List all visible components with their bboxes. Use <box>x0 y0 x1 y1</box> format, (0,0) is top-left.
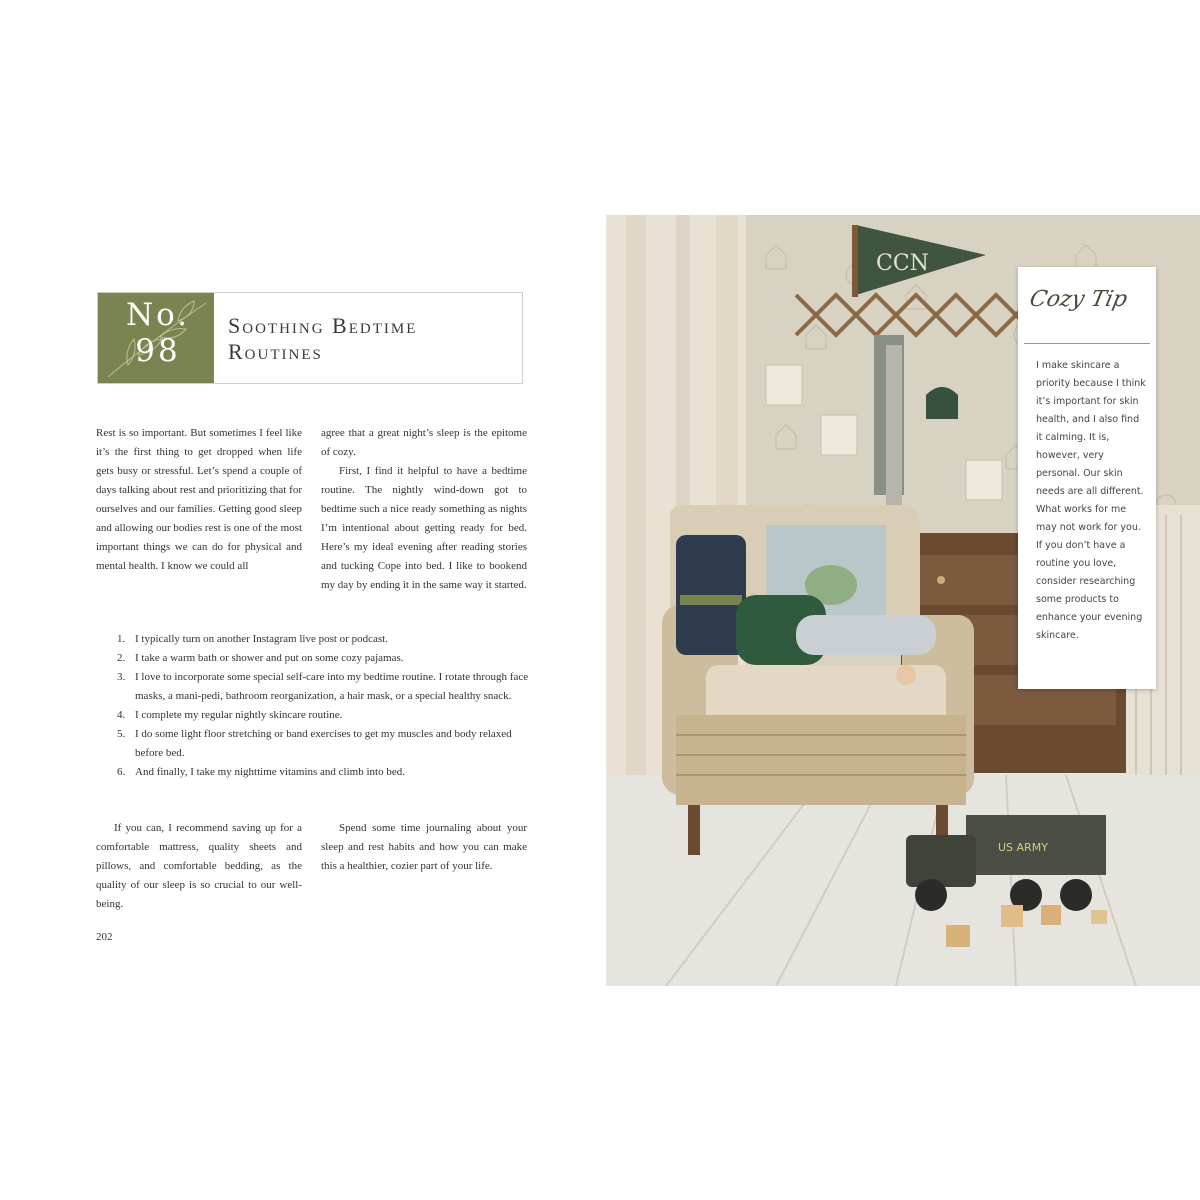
closing-column-2 <box>321 819 527 876</box>
closing-column-1 <box>96 819 302 914</box>
list-item <box>117 630 537 649</box>
entry-title: Soothing Bedtime Routines <box>228 313 418 364</box>
intro-column-1 <box>96 424 302 576</box>
list-item <box>117 725 537 763</box>
list-number: 6. <box>117 766 126 778</box>
intro-paragraph-3: First, I find it helpful to have a bedtime routine. The nightly wind-down got to bedtime such a nice ready something as nights I’m intentional about getting ready for bed. Here’s my ideal evening after reading stories and tucking Cope into bed. I like to bookend my day by ending it in the same way it started. <box>321 465 527 591</box>
list-number: 2. <box>117 652 126 664</box>
list-number: 4. <box>117 709 126 721</box>
intro-paragraph-2: agree that a great night’s sleep is the epitome of cozy. <box>321 427 527 458</box>
truck-label: US ARMY <box>998 841 1048 854</box>
list-number: 1. <box>117 633 126 645</box>
list-text: I complete my regular nightly skincare routine. <box>135 709 343 721</box>
tip-title: Cozy Tip <box>1027 287 1130 312</box>
list-item <box>117 706 537 725</box>
entry-number-badge <box>98 293 214 383</box>
list-item <box>117 763 537 782</box>
nursery-photo <box>606 215 1200 986</box>
list-item <box>117 668 537 706</box>
list-text: I do some light floor stretching or band exercises to get my muscles and body relaxed before bed. <box>135 728 512 759</box>
pennant-label: CCN <box>876 251 929 276</box>
closing-paragraph-2: Spend some time journaling about your sleep and rest habits and how you can make this a healthier, cozier part of your life. <box>321 822 527 872</box>
page-number: 202 <box>96 931 113 943</box>
entry-header <box>97 292 523 384</box>
closing-paragraph-1: If you can, I recommend saving up for a comfortable mattress, quality sheets and pillows, and comfortable bedding, as the quality of our sleep is so crucial to our well-being. <box>96 822 302 910</box>
intro-column-2 <box>321 424 527 595</box>
cozy-tip-card <box>1018 267 1156 689</box>
tip-divider <box>1024 343 1150 344</box>
tip-body: I make skincare a priority because I think it’s important for skin health, and I also find it calming. It is, however, very personal. Our skin needs are all different. What works for me may not work for you. If you don’t have a routine you love, consider researching some products to enhance your evening skincare. <box>1036 360 1146 641</box>
list-text: I take a warm bath or shower and put on some cozy pajamas. <box>135 652 404 664</box>
routine-list <box>117 630 537 782</box>
entry-number: No. 98 <box>125 297 191 369</box>
list-item <box>117 649 537 668</box>
list-text: I love to incorporate some special self-care into my bedtime routine. I rotate through face masks, a mani-pedi, bathroom reorganization, a hair mask, or a special healthy snack. <box>135 671 529 702</box>
list-number: 5. <box>117 728 126 740</box>
intro-paragraph-1: Rest is so important. But sometimes I feel like it’s the first thing to get dropped when life gets busy or stressful. Let’s spend a couple of days talking about rest and prioritizing that for ourselves and our families. Getting good sleep and allowing our bodies rest is one of the most important things we can do for physical and mental health. I know we could all <box>96 427 302 572</box>
list-text: And finally, I take my nighttime vitamins and climb into bed. <box>135 766 405 778</box>
list-text: I typically turn on another Instagram live post or podcast. <box>135 633 388 645</box>
list-number: 3. <box>117 671 126 683</box>
